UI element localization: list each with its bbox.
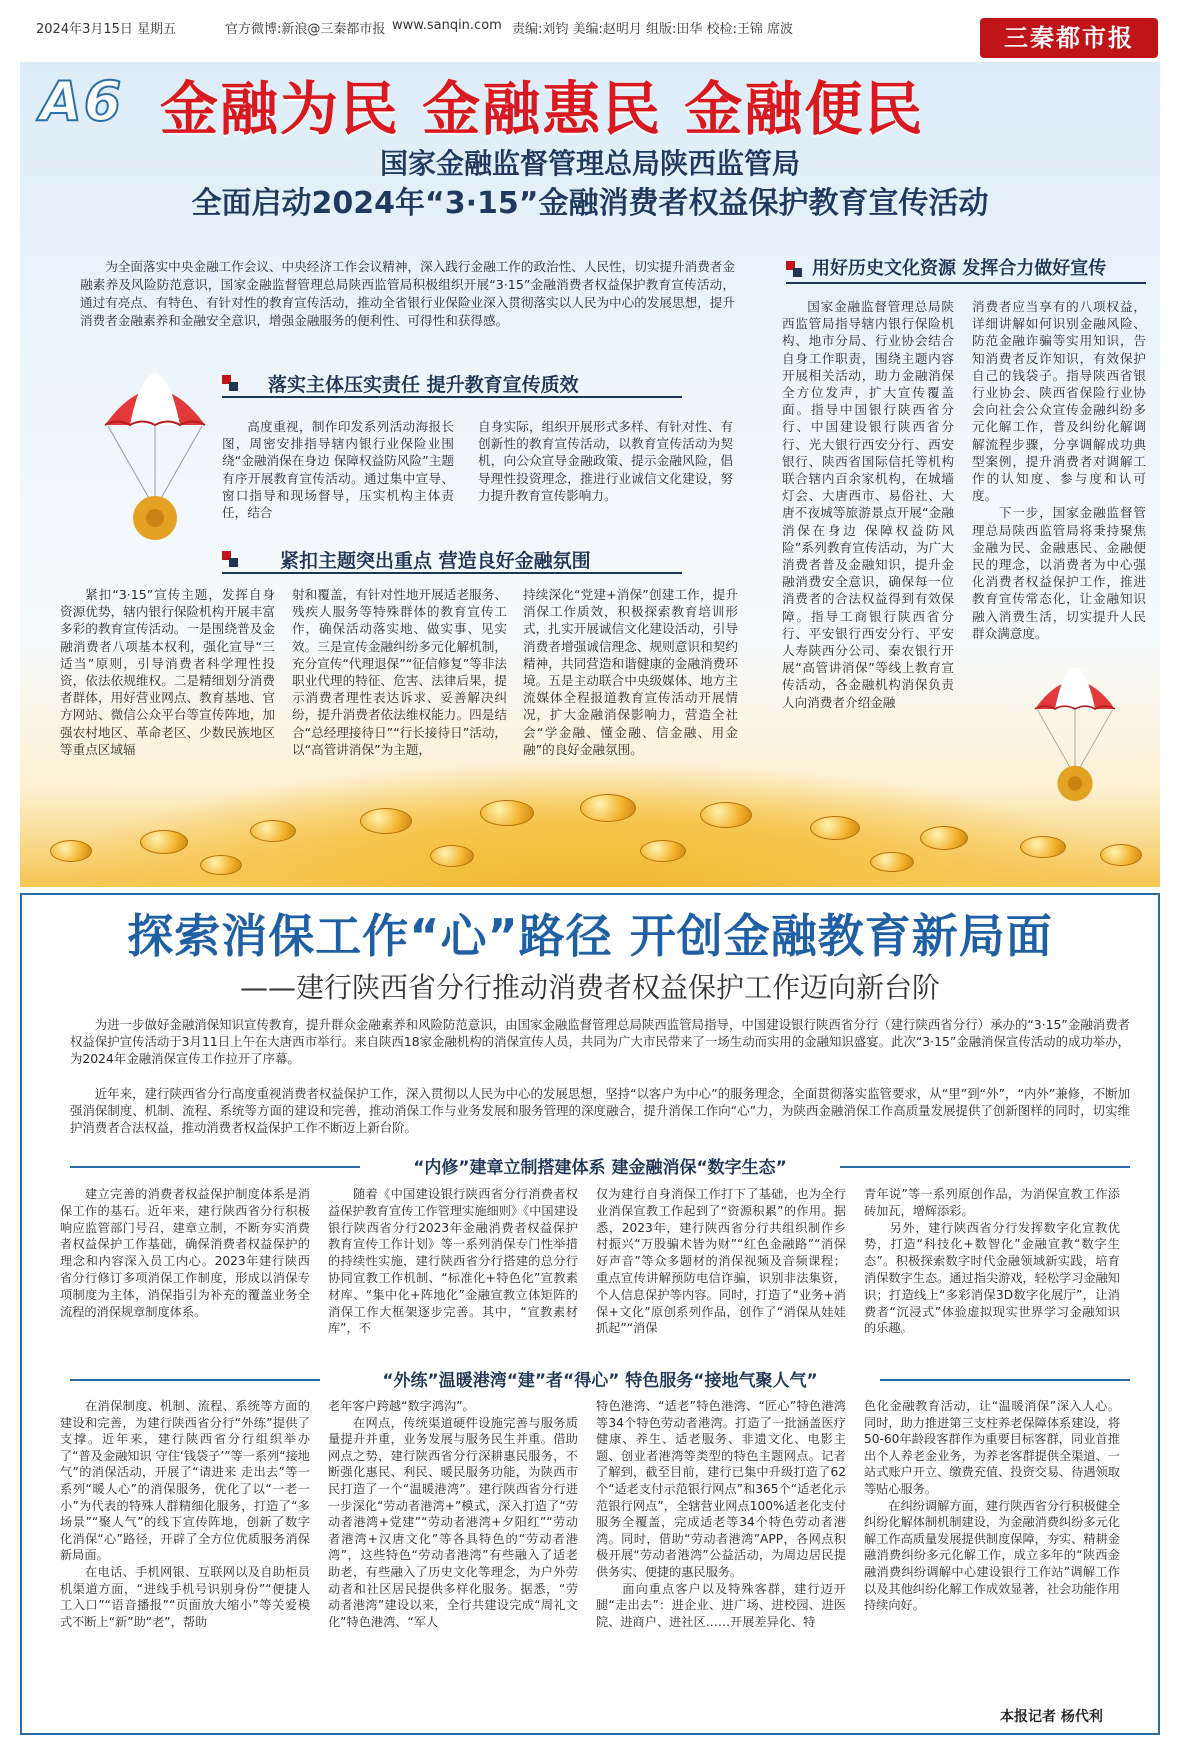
parachute-gift-icon [100,370,210,545]
newspaper-logo: 三秦都市报 [980,18,1158,58]
byline: 本报记者 杨代利 [1000,1709,1103,1725]
bottom-s1-col3: 仅为建行自身消保工作打下了基础，也为全行业消保宣教工作起到了“资源积累”的作用。据悉，2023年，建行陕西省分行共组织制作乡村振兴“万股骗术皆为财”“红色金融路”“消保好声音”等众多题材的消保视频及音频课程；重点宣传讲解预防电信诈骗，识别非法集资，个人信息保护等内容。同时，打造了“业务+消保+文化”原创系列作品，创作了“消保从娃娃抓起”“消保 [596,1187,846,1336]
bottom-s2-col4: 色化金融教育活动，让“温暖消保”深入人心。同时，助力推进第三支柱养老保障体系建设，将50-60年龄段客群作为重要目标客群，同业首推出个人养老金业务，为养老客群提供全渠道、一站式账户开立、缴费充值、投资交易、待遇领取等贴心服务。 在纠纷调解方面，建行陕西省分行积极健全纠纷化解体制机制建设，为金融消费纠纷多元化解工作高质量发展提供制度保障，夯实、精耕金融消费纠纷多元化解工作，成立多年的“陕西金融消费纠纷调解中心建设银行工作站”调解工作以及其他纠纷化解工作成效显著，社会功能作用持续向好。 [864,1399,1120,1613]
header-date: 2024年3月15日 星期五 [36,22,177,37]
section2-rule [222,572,682,574]
gold-coins-illustration [20,760,1160,887]
bottom-intro-2: 近年来，建行陕西省分行高度重视消费者权益保护工作，深入贯彻以人民为中心的发展思想，坚持“以客户为中心”的服务理念，全面贯彻落实监管要求，从“里”到“外”，“内外”兼修，不断加强消保制度、机制、流程、系统等方面的建设和完善，推动消保工作与业务发展和服务管理的深度融合，提升消保工作向“心”力，为陕西金融消保工作高质量发展提供了创新图样的同时，切实维护消费者合法权益，推动消费者权益保护工作不断迈上新台阶。 [70,1086,1130,1135]
section1-title: 落实主体压实责任 提升教育宣传质效 [268,374,579,396]
bottom-section1-title: “内修”建章立制搭建体系 建金融消保“数字生态” [413,1158,787,1178]
bottom-s1-col2: 随着《中国建设银行陕西省分行消费者权益保护教育宣传工作管理实施细则》《中国建设银行陕西省分行2023年金融消费者权益保护教育宣传工作计划》等一系列消保专门性举措的持续性实施，建行陕西省分行搭建的总分行协同宣教工作机制、“标准化+特色化”宣教素材库、“集中化+阵地化”金融宣教立体矩阵的消保工作大框架逐步完善。其中，“宣教素材库”，不 [328,1187,578,1336]
right-col2: 消费者应当享有的八项权益，详细讲解如何识别金融风险、防范金融诈骗等实用知识，告知消费者反诈知识，有效保护自己的钱袋子。指导陕西省银行业协会、陕西省保险行业协会向社会公众宣传金融纠纷多元化解工作，普及纠纷化解调解流程步骤，分享调解成功典型案例，提升消费者对调解工作的认知度、参与度和认可度。 下一步，国家金融监督管理总局陕西监管局将秉持聚焦金融为民、金融惠民、金融便民的理念，以消费者为中心强化消费者权益保护工作，推进教育宣传常态化，让金融知识融入消费生活，切实提升人民群众满意度。 [972,299,1146,641]
top-subtitle-2: 全面启动2024年“3·15”金融消费者权益保护教育宣传活动 [191,186,989,221]
bottom-s2-col1: 在消保制度、机制、流程、系统等方面的建设和完善，为建行陕西省分行“外练”提供了支撑。近年来，建行陕西省分行组织举办了“普及金融知识 守住‘钱袋子’”等一系列“接地气”的消保活动，开展了“请进来 走出去”等一系列“暖人心”的消保服务，优化了以“一老一小”为代表的特殊人群精细化服务，打造了“多场景”“聚人气”的线下宣传阵地，创新了数字化消保“心”路径，开辟了全方位优质服务消保新局面。 在电话、手机网银、互联网以及自助柜员机渠道方面，“进线手机号识别身份”“便捷人工入口”“语音播报”“页面放大缩小”等关爱模式不断上“新”助“老”，帮助 [60,1399,310,1629]
header-weibo: 官方微博:新浪@三秦都市报 [225,22,386,37]
section2-col3: 持续深化“党建+消保”创建工作，提升消保工作质效，积极探索教育培训形式，扎实开展诚信文化建设活动，引导消费者增强诚信理念、规则意识和契约精神，共同营造和谐健康的金融消费环境。五是主动联合中央级媒体、地方主流媒体全程报道教育宣传活动开展情况，扩大金融消保影响力，营造全社会“学金融、懂金融、信金融、用金融”的良好金融氛围。 [523,587,738,757]
right-section-title: 用好历史文化资源 发挥合力做好宣传 [812,258,1107,279]
top-intro: 为全面落实中央金融工作会议、中央经济工作会议精神，深入践行金融工作的政治性、人民性，切实提升消费者金融素养及风险防范意识，国家金融监督管理总局陕西监管局积极组织开展“3·15”金融消费者权益保护教育宣传活动，通过有亮点、有特色、有针对性的教育宣传活动，推动全省银行业保险业深入贯彻落实以人民为中心的发展思想，提升消费者金融素养和金融安全意识，增强金融服务的便利性、可得性和获得感。 [80,259,735,328]
bottom-article-subtitle: ——建行陕西省分行推动消费者权益保护工作迈向新台阶 [239,971,940,1004]
bottom-s2-col3: 特色港湾、“适老”特色港湾、“匠心”特色港湾等34个特色劳动者港湾。打造了一批涵盖医疗健康、养生、适老服务、非遗文化、电影主题、创业者港湾等类型的特色主题网点。记者了解到，截至目前，建行已集中升级打造了62个“适老支付示范银行网点”和365个“适老化示范银行网点”，全辖营业网点100%适老化支付服务全覆盖，完成适老等34个特色劳动者港湾。同时，借助“劳动者港湾”APP，各网点积极开展“劳动者港湾”公益活动，为周边居民提供务实、便捷的惠民服务。 面向重点客户以及特殊客群，建行迈开腿“走出去”：进企业、进广场、进校园、进医院、进商户、进社区……开展差异化、特 [596,1399,846,1629]
bottom-s2-col2: 老年客户跨越“数字鸿沟”。 在网点，传统渠道硬件设施完善与服务质量提升并重，业务发展与服务民生并重。借助网点之势，建行陕西省分行深耕惠民服务，不断强化惠民、利民、暖民服务功能，为陕西市民打造了一个“温暖港湾”。建行陕西省分行进一步深化“劳动者港湾+”模式，深入打造了“劳动者港湾+党建”“劳动者港湾+夕阳红”“劳动者港湾+汉唐文化”等各具特色的“劳动者港湾”，这些特色“劳动者港湾”有些融入了适老助老，有些融入了历史文化等理念，为户外劳动者和社区居民提供多样化服务。据悉，“劳动者港湾”建设以来，全行共建设完成“周礼文化”特色港湾、“军人 [328,1399,578,1629]
slogan-headline: 金融为民 金融惠民 金融便民 [160,75,925,143]
bottom-s1-col1: 建立完善的消费者权益保护制度体系是消保工作的基石。近年来，建行陕西省分行积极响应监管部门号召，建章立制，不断夯实消费者权益保护工作基础，确保消费者权益保护的理念和内容深入员工内心。2023年建行陕西省分行修订多项消保工作制度，形成以消保专项制度为主体，消保指引为补充的覆盖业务全流程的消保规章制度体系。 [60,1187,310,1319]
section2-col1: 紧扣“3·15”宣传主题，发挥自身资源优势，辖内银行保险机构开展丰富多彩的教育宣传活动。一是围绕普及金融消费者八项基本权利，强化宣导“三适当”原则，引导消费者科学理性投资，依法依规维权。二是精细划分消费者群体，用好营业网点、教育基地、官方网站、微信公众平台等宣传阵地，加强农村地区、革命老区、少数民族地区等重点区域辐 [60,587,275,757]
header-editors: 责编:刘钧 美编:赵明月 组版:田华 校检:王锦 席波 [512,22,794,37]
header-website: www.sanqin.com [392,18,502,33]
page-number: A6 [40,70,124,133]
bottom-article-title: 探索消保工作“心”路径 开创金融教育新局面 [127,909,1053,963]
bottom-section2-title: “外练”温暖港湾“建”者“得心” 特色服务“接地气聚人气” [382,1371,818,1391]
section-marker-icon [222,551,238,567]
bottom-section1-bar [70,1153,1130,1179]
right-section-rule [786,282,1146,284]
right-col1: 国家金融监督管理总局陕西监管局指导辖内银行保险机构、地市分局、行业协会结合自身工作职责，围绕主题内容开展相关活动，助力金融消保全方位发声，扩大宣传覆盖面。指导中国银行陕西省分行、中国建设银行陕西省分行、光大银行西安分行、西安银行、陕西省国际信托等机构联合辖内百余家机构，在城墙灯会、大唐西市、易俗社、大唐不夜城等旅游景点开展“金融消保在身边 保障权益防风险”系列教育宣传活动，为广大消费者普及金融知识，提升金融消费安全意识，确保每一位消费者的合法权益得到有效保障。指导工商银行陕西省分行、平安银行西安分行、平安人寿陕西分公司、秦农银行开展“高管讲消保”等线上教育宣传活动，各金融机构消保负责人向消费者介绍金融 [782,299,954,710]
section2-col2: 射和覆盖，有针对性地开展适老服务、残疾人服务等特殊群体的教育宣传工作，确保活动落实地、做实事、见实效。三是宣传金融纠纷多元化解机制，充分宣传“代理退保”“征信修复”等非法职业代理的特征、危害、法律后果，提示消费者理性表达诉求、妥善解决纠纷，提升消费者依法维权能力。四是结合“总经理接待日”“行长接待日”活动，以“高管讲消保”为主题， [292,587,508,757]
bottom-s1-col4: 青年说”等一系列原创作品，为消保宣教工作添砖加瓦，增辉添彩。 另外，建行陕西省分行发挥数字化宣教优势，打造“科技化+数智化”金融宣教“数字生态”。积极探索数字时代金融领域新实践，培育消保数字生态。通过指尖游戏，轻松学习金融知识；打造线上“多彩消保3D数字化展厅”，让消费者“沉浸式”体验虚拟现实世界学习金融知识的乐趣。 [864,1187,1120,1336]
top-subtitle-1: 国家金融监督管理总局陕西监管局 [379,147,800,180]
section1-col2: 自身实际，组织开展形式多样、有针对性、有创新性的教育宣传活动，以教育宣传活动为契机，向公众宣导金融政策、提示金融风险，倡导理性投资理念，推进行业诚信文化建设，努力提升教育宣传影响力。 [478,419,733,503]
section-marker-icon [222,375,238,391]
bottom-intro-1: 为进一步做好金融消保知识宣传教育，提升群众金融素养和风险防范意识，由国家金融监督管理总局陕西监管局指导，中国建设银行陕西省分行（建行陕西省分行）承办的“3·15”金融消费者权益保护宣传活动于3月11日上午在大唐西市举行。来自陕西18家金融机构的消保宣传人员，共同为广大市民带来了一场生动而实用的金融知识盛宴。此次“3·15”金融消保宣传活动的成功举办，为2024年金融消保宣传工作拉开了序幕。 [70,1017,1130,1066]
section2-title: 紧扣主题突出重点 营造良好金融氛围 [280,550,591,572]
section1-rule [222,396,682,398]
section-marker-icon [786,261,802,277]
bottom-section2-bar [70,1366,1130,1392]
section1-col1: 高度重视，制作印发系列活动海报长图，周密安排指导辖内银行业保险业围绕“金融消保在身边 保障权益防风险”主题有序开展教育宣传活动。通过集中宣导、窗口指导和现场督导，压实机构主体责任，结合 [222,419,454,521]
